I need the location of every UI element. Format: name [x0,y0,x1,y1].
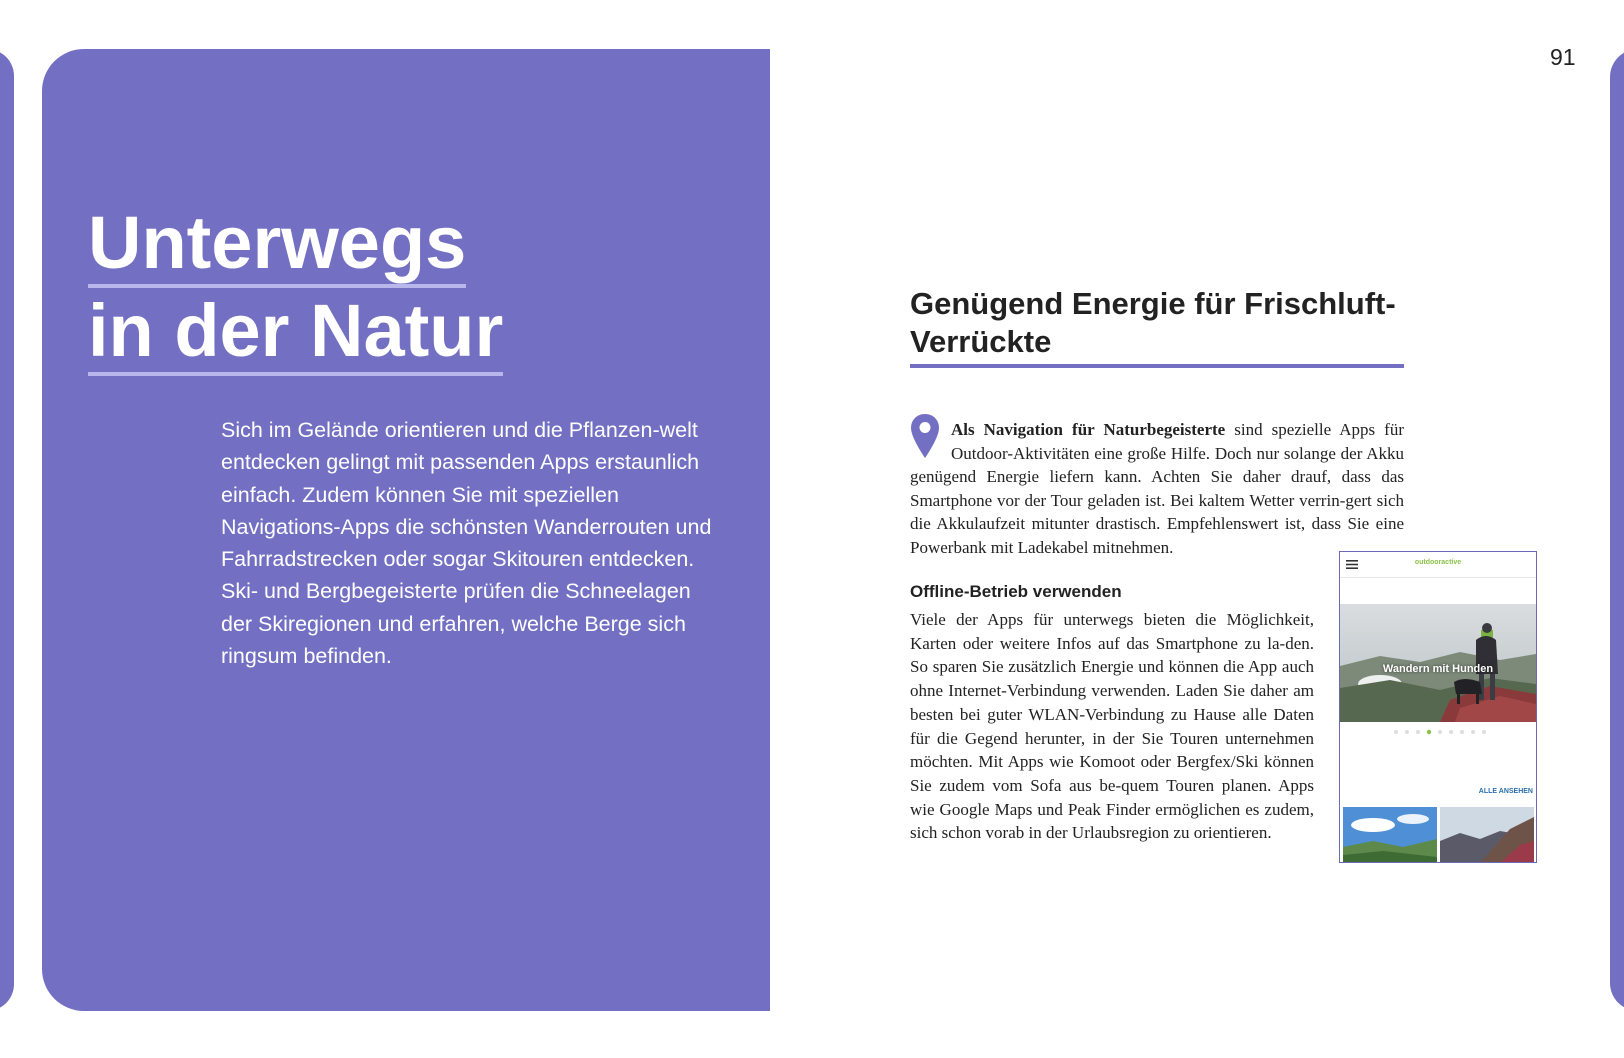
chapter-title-line-2: in der Natur [88,290,503,376]
tour-thumbnail-1[interactable] [1343,807,1437,863]
tour-thumbnail-2[interactable] [1440,807,1534,863]
adjacent-page-edge-left [0,49,14,1011]
chapter-intro: Sich im Gelände orientieren und die Pflanzen-welt entdecken gelingt mit passenden Apps erstaunlich einfach. Zudem können Sie mit speziellen Navigations-Apps die schönsten Wanderrouten und Fahrradstrecken oder sogar Skitouren entdecken. Ski- und Bergbegeisterte prüfen die Schneelagen der Skiregionen und erfahren, welche Berge sich ringsum befinden. [221,418,712,669]
page-number: 91 [1550,44,1576,70]
lead-paragraph [910,418,1404,560]
lead-text: sind spezielle Apps für Outdoor-Aktivitäten eine große Hilfe. Doch nur solange der Akku genügend Energie liefern kann. Achten Sie daher drauf, dass das Smartphone vor der Tour geladen ist. Bei kaltem Wetter verrin-gert sich die Akkulaufzeit mitunter drastisch. Empfehlenswert ist, dass Sie eine Powerbank mit Ladekabel mitnehmen. [910,420,1404,557]
app-header [1340,552,1536,578]
body-paragraph: Viele der Apps für unterwegs bieten die Möglichkeit, Karten oder weitere Infos auf das Smartphone zu la-den. So sparen Sie zusätzlich Energie und können die App auch ohne Internet-Verbindung verwenden. Laden Sie daher am besten bei guter WLAN-Verbindung zu Hause alle Daten für die Gegend herunter, in der Sie Touren unternehmen möchten. Mit Apps wie Komoot oder Bergfex/Ski können Sie zudem vom Sofa aus be-quem Touren planen. Apps wie Google Maps und Peak Finder ermöglichen es zudem, sich schon vorab in der Urlaubsregion zu orientieren. [910,610,1314,843]
chapter-title [88,200,503,376]
app-brand: outdooractive [1414,559,1462,566]
sub-heading: Offline-Betrieb verwenden [910,582,1122,601]
hero-caption: Wandern mit Hunden [1382,663,1494,675]
carousel-dots[interactable] [1390,729,1490,735]
adjacent-page-edge-right [1610,49,1624,1011]
see-all-link[interactable]: ALLE ANSEHEN [1478,788,1533,795]
lead-bold: Als Navigation für Naturbegeisterte [951,420,1226,439]
app-screenshot [1339,551,1537,863]
section-title: Genügend Energie für Frischluft-Verrückte [910,285,1404,368]
chapter-title-line-1: Unterwegs [88,202,466,288]
